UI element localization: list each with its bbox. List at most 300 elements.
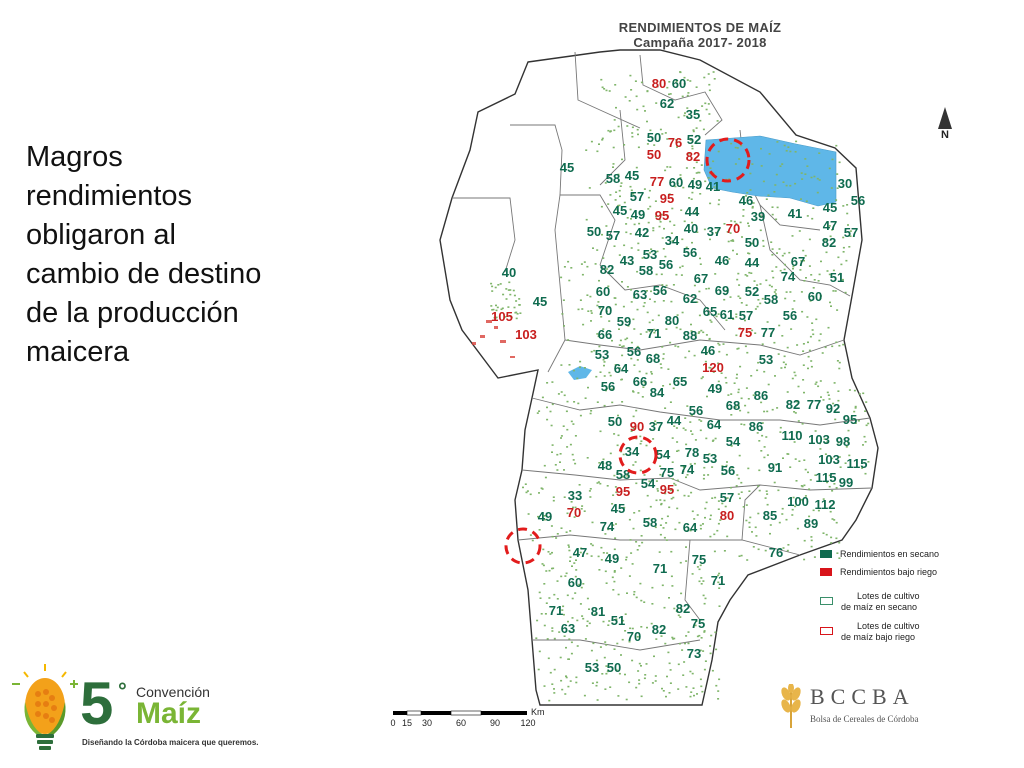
yield-label-secano: 58 [642,515,658,530]
lote-dot [803,364,805,366]
lote-dot [536,620,538,622]
lote-dot [660,524,662,526]
lote-dot [772,409,774,411]
lote-dot [619,196,621,198]
lote-dot [589,296,591,298]
lote-dot [827,270,829,272]
yield-label-secano: 58 [605,171,621,186]
lote-dot [632,319,634,321]
lote-dot [629,519,631,521]
lote-dot [809,350,811,352]
lote-dot [518,298,520,300]
lote-dot [569,560,571,562]
lote-dot [787,544,789,546]
lote-dot [647,495,649,497]
lote-dot [566,446,568,448]
scale-unit: Km [531,707,545,717]
lote-dot [628,682,630,684]
lote-dot [495,287,497,289]
lote-dot [637,549,639,551]
lote-dot [708,113,710,115]
lote-dot [718,679,720,681]
lote-dot [663,300,665,302]
lote-dot [586,625,588,627]
lote-dot [864,436,866,438]
lote-dot [639,436,641,438]
yield-label-secano: 45 [822,200,838,215]
lote-dot [604,641,606,643]
lote-dot [675,274,677,276]
lote-dot [828,327,830,329]
lote-dot [621,401,623,403]
lote-dot [677,490,679,492]
lote-dot [561,527,563,529]
lote-dot [644,678,646,680]
lote-dot [715,438,717,440]
lote-dot [766,198,768,200]
lote-dot [600,431,602,433]
lote-dot [703,474,705,476]
lote-dot [807,472,809,474]
lote-dot [560,364,562,366]
yield-label-secano: 86 [753,388,769,403]
lote-dot [617,695,619,697]
yield-label-secano: 45 [624,168,640,183]
yield-label-secano: 49 [687,177,703,192]
lote-dot [631,660,633,662]
lote-dot [691,198,693,200]
yield-label-secano: 44 [744,255,760,270]
yield-label-secano: 46 [738,193,754,208]
yield-label-secano: 60 [671,76,687,91]
lote-dot [633,391,635,393]
lote-dot [822,352,824,354]
lote-dot [865,473,867,475]
lote-dot [668,81,670,83]
lote-dot [758,549,760,551]
lote-dot [786,291,788,293]
lote-dot [741,491,743,493]
lote-dot [566,531,568,533]
yield-label-secano: 62 [659,96,675,111]
lote-dot [811,546,813,548]
lote-dot [812,329,814,331]
lote-dot [591,555,593,557]
lote-dot [553,500,555,502]
lote-dot [718,351,720,353]
yield-label-secano: 44 [666,413,682,428]
lote-dot [697,514,699,516]
scale-tick: 0 [390,718,396,728]
lote-dot [772,248,774,250]
lote-dot [840,466,842,468]
lote-dot [663,248,665,250]
lote-dot [677,480,679,482]
lote-dot [530,494,532,496]
lote-dot [681,239,683,241]
lote-dot [654,301,656,303]
lote-dot [766,490,768,492]
lote-dot [767,504,769,506]
lote-dot [712,440,714,442]
lote-dot [664,607,666,609]
lote-dot [666,676,668,678]
yield-label-secano: 70 [597,303,613,318]
lote-dot [544,685,546,687]
lote-dot [556,454,558,456]
lote-dot [848,430,850,432]
lote-dot [669,342,671,344]
lote-dot [626,338,628,340]
lote-dot [715,685,717,687]
lote-dot [573,401,575,403]
lote-dot [777,207,779,209]
lote-dot [538,410,540,412]
lote-dot [728,241,730,243]
lote-dot [674,345,676,347]
lote-dot [775,289,777,291]
lote-dot [636,597,638,599]
lote-dot [587,598,589,600]
lote-dot [794,183,796,185]
lote-dot [770,524,772,526]
lote-dot [666,87,668,89]
lote-dot [614,648,616,650]
lote-dot [827,392,829,394]
scale-tick: 15 [401,718,413,728]
lote-dot [590,488,592,490]
yield-label-secano: 49 [707,381,723,396]
lote-dot [846,213,848,215]
lote-dot [732,250,734,252]
yield-label-riego: 50 [646,147,662,162]
lote-dot [568,546,570,548]
lote-dot [765,497,767,499]
lote-dot [700,420,702,422]
lote-dot [608,372,610,374]
lote-dot [689,421,691,423]
lote-dot [640,665,642,667]
lote-dot [704,229,706,231]
lote-dot [773,191,775,193]
lote-dot [703,595,705,597]
lote-dot [563,325,565,327]
lote-dot [559,461,561,463]
lote-dot [784,356,786,358]
lote-dot [590,413,592,415]
lote-dot [676,508,678,510]
lote-dot [699,581,701,583]
lote-dot [829,302,831,304]
lote-dot [650,371,652,373]
lote-dot [576,620,578,622]
lote-dot [755,527,757,529]
yield-label-secano: 64 [613,361,629,376]
lote-dot [490,305,492,307]
lote-dot [763,245,765,247]
lote-dot [582,583,584,585]
lote-dot [662,358,664,360]
lote-dot [670,301,672,303]
lote-dot [672,497,674,499]
lote-dot [582,618,584,620]
lote-dot [814,279,816,281]
yield-label-secano: 41 [787,206,803,221]
lote-dot [570,444,572,446]
lote-dot [517,313,519,315]
lote-dot [739,555,741,557]
yield-label-secano: 47 [572,545,588,560]
lote-dot [789,151,791,153]
lote-dot [647,208,649,210]
yield-label-secano: 52 [686,132,702,147]
lote-dot [692,573,694,575]
lote-dot [775,219,777,221]
lote-dot [817,178,819,180]
lote-dot [805,469,807,471]
lote-dot [570,267,572,269]
lote-dot [690,691,692,693]
yield-label-secano: 82 [599,262,615,277]
lote-dot [626,699,628,701]
lote-dot [545,570,547,572]
yield-label-riego: 95 [659,191,675,206]
headline: Magros rendimientos obligaron al cambio de destino de la producción maicera [26,141,262,368]
lote-dot [864,410,866,412]
lote-dot [787,391,789,393]
yield-label-secano: 45 [610,501,626,516]
lote-dot [795,141,797,143]
lote-dot [700,525,702,527]
lote-dot [610,130,612,132]
lote-dot [573,370,575,372]
lote-dot [710,515,712,517]
north-label: N [941,129,949,141]
lote-dot [819,274,821,276]
lote-dot [652,438,654,440]
yield-label-secano: 46 [700,343,716,358]
lote-dot [709,536,711,538]
lote-dot [666,166,668,168]
lote-dot [590,320,592,322]
lote-dot [680,209,682,211]
lote-dot [664,170,666,172]
lote-dot [566,573,568,575]
lote-dot [803,392,805,394]
lote-dot [736,485,738,487]
lote-dot [557,533,559,535]
lote-dot [532,540,534,542]
lote-dot [730,414,732,416]
lote-dot [563,299,565,301]
lote-dot [649,322,651,324]
lote-dot [811,322,813,324]
yield-label-secano: 46 [714,253,730,268]
lote-dot [553,692,555,694]
lote-dot [736,253,738,255]
lote-dot [784,264,786,266]
lote-dot [748,522,750,524]
lote-dot [815,383,817,385]
lote-dot [679,643,681,645]
lote-dot [711,321,713,323]
lote-dot [756,370,758,372]
lote-dot [555,537,557,539]
lote-dot [786,185,788,187]
lote-dot [746,352,748,354]
lote-dot [708,288,710,290]
lote-dot [581,505,583,507]
lote-dot [725,382,727,384]
lote-dot [700,679,702,681]
lote-dot [836,522,838,524]
lote-dot [782,457,784,459]
yield-label-secano: 41 [705,179,721,194]
yield-label-riego: 95 [615,484,631,499]
lote-dot [537,412,539,414]
lote-dot [636,109,638,111]
lote-dot [732,240,734,242]
lote-dot [584,695,586,697]
lote-dot [817,386,819,388]
lote-dot [582,324,584,326]
lote-dot [595,263,597,265]
lote-dot [585,397,587,399]
lote-dot [670,401,672,403]
lote-dot [708,103,710,105]
logo-number: 5 [80,670,114,737]
lote-dot [495,305,497,307]
lote-dot [778,325,780,327]
lote-dot [741,236,743,238]
lote-dot [573,459,575,461]
logo-tagline: Diseñando la Córdoba maicera que queremos. [82,738,259,747]
lote-dot [846,204,848,206]
lote-dot [600,371,602,373]
lote-dot [637,359,639,361]
lote-dot [579,366,581,368]
lote-dot [786,519,788,521]
yield-label-riego: 95 [654,208,670,223]
lote-dot [623,245,625,247]
lote-dot [818,152,820,154]
lote-dot [614,84,616,86]
lote-dot [580,603,582,605]
lote-dot [592,545,594,547]
lote-dot [564,395,566,397]
lote-dot [742,215,744,217]
lote-dot [596,685,598,687]
lote-dot [761,435,763,437]
lote-dot [774,375,776,377]
lote-dot [607,485,609,487]
lote-dot [709,338,711,340]
lote-dot [746,559,748,561]
lote-dot [837,360,839,362]
lote-dot [497,284,499,286]
lote-dot [670,93,672,95]
lote-dot [776,174,778,176]
lote-dot [669,384,671,386]
lote-dot [865,401,867,403]
lote-dot [644,110,646,112]
lote-dot [808,488,810,490]
lote-dot [516,318,518,320]
lote-dot [567,595,569,597]
lote-dot [719,344,721,346]
lote-dot [767,454,769,456]
lote-dot [546,382,548,384]
lote-dot [668,507,670,509]
scale-bar [393,711,527,715]
yield-label-secano: 85 [762,508,778,523]
lote-dot [572,423,574,425]
lote-dot [826,534,828,536]
yield-label-secano: 103 [818,452,840,467]
lote-dot [655,638,657,640]
lote-dot [635,461,637,463]
yield-label-secano: 64 [682,520,698,535]
yield-label-riego: 82 [685,149,701,164]
lote-dot [548,597,550,599]
lote-dot [551,627,553,629]
lote-dot [791,514,793,516]
yield-label-secano: 80 [664,313,680,328]
lote-dot [792,235,794,237]
lote-dot [698,635,700,637]
lote-dot [862,444,864,446]
lote-dot [546,419,548,421]
lote-dot [635,541,637,543]
lote-dot [772,277,774,279]
legend [820,545,1020,651]
lote-dot [625,96,627,98]
lote-dot [630,289,632,291]
lote-dot [784,253,786,255]
lote-dot [600,79,602,81]
lote-dot [768,384,770,386]
lote-dot [621,159,623,161]
yield-label-secano: 30 [837,176,853,191]
lote-dot [828,394,830,396]
lote-dot [649,206,651,208]
lote-dot [505,288,507,290]
lote-dot [687,92,689,94]
lote-dot [802,423,804,425]
lote-dot [619,344,621,346]
lote-dot [659,551,661,553]
lote-dot [811,177,813,179]
lote-dot [561,313,563,315]
lote-dot [542,488,544,490]
lote-dot [802,486,804,488]
lote-dot [561,391,563,393]
lote-dot [787,146,789,148]
bccba-logo [778,684,968,730]
lote-dot [673,284,675,286]
lote-dot [691,433,693,435]
logo-degree: ° [118,678,127,703]
lote-dot [811,218,813,220]
lote-dot [719,605,721,607]
lote-dot [574,463,576,465]
lote-dot [640,333,642,335]
lote-dot [660,367,662,369]
lote-dot [598,280,600,282]
lote-dot [765,280,767,282]
yield-label-secano: 100 [787,494,809,509]
lote-dot [734,382,736,384]
